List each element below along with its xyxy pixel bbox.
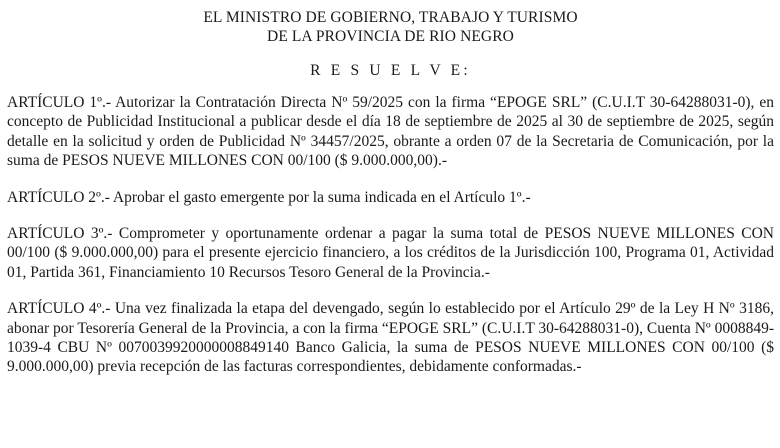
- article-1-label: ARTÍCULO 1º.-: [7, 94, 111, 111]
- article-2: [7, 188, 774, 207]
- article-2-label: ARTÍCULO 2º.-: [7, 188, 110, 206]
- article-4-label: ARTÍCULO 4º.-: [7, 300, 111, 318]
- article-4-text: Una vez finalizada la etapa del devengado, según lo establecido por el Artículo 29º de la Ley H Nº 3186, abonar por Tesorería General de la Provincia, a con la firma “EPOGE SRL” (C.U.I.T 30-64288031-0), Cuenta Nº 0008849-1039-4 CBU Nº 0070039920000008849140 Banco Galicia, la suma de PESOS NUEVE MILLONES CON 00/100 ($ 9.000.000,00) previa recepción de las facturas correspondientes, debidamente conformadas.-: [7, 300, 774, 376]
- resuelve-heading: R E S U E L V E:: [310, 62, 471, 79]
- article-3: [7, 224, 774, 282]
- article-1-text: Autorizar la Contratación Directa Nº 59/2025 con la firma “EPOGE SRL” (C.U.I.T 30-64288031-0), en concepto de Publicidad Institucional a publicar desde el día 18 de septiembre de 2025 al 30 de septiembre de 2025, según detalle en la solicitud y orden de Publicidad Nº 34457/2025, obrante a orden 07 de la Secretaria de Comunicación, por la suma de PESOS NUEVE MILLONES CON 00/100 ($ 9.000.000,00).-: [7, 94, 774, 170]
- article-3-label: ARTÍCULO 3º.-: [7, 225, 113, 243]
- article-1: [7, 93, 774, 171]
- article-2-text: Aprobar el gasto emergente por la suma indicada en el Artículo 1º.-: [109, 188, 531, 206]
- article-3-text: Comprometer y oportunamente ordenar a pagar la suma total de PESOS NUEVE MILLONES CON 00/100 ($ 9.000.000,00) para el presente ejercicio financiero, a los créditos de la Jurisdicción 100, Programa 01, Actividad 01, Partida 361, Financiamiento 10 Recursos Tesoro General de la Provincia.-: [7, 225, 774, 281]
- header-line-1: EL MINISTRO DE GOBIERNO, TRABAJO Y TURISMO: [203, 9, 578, 26]
- header-line-2: DE LA PROVINCIA DE RIO NEGRO: [267, 28, 514, 45]
- article-4: [7, 299, 774, 377]
